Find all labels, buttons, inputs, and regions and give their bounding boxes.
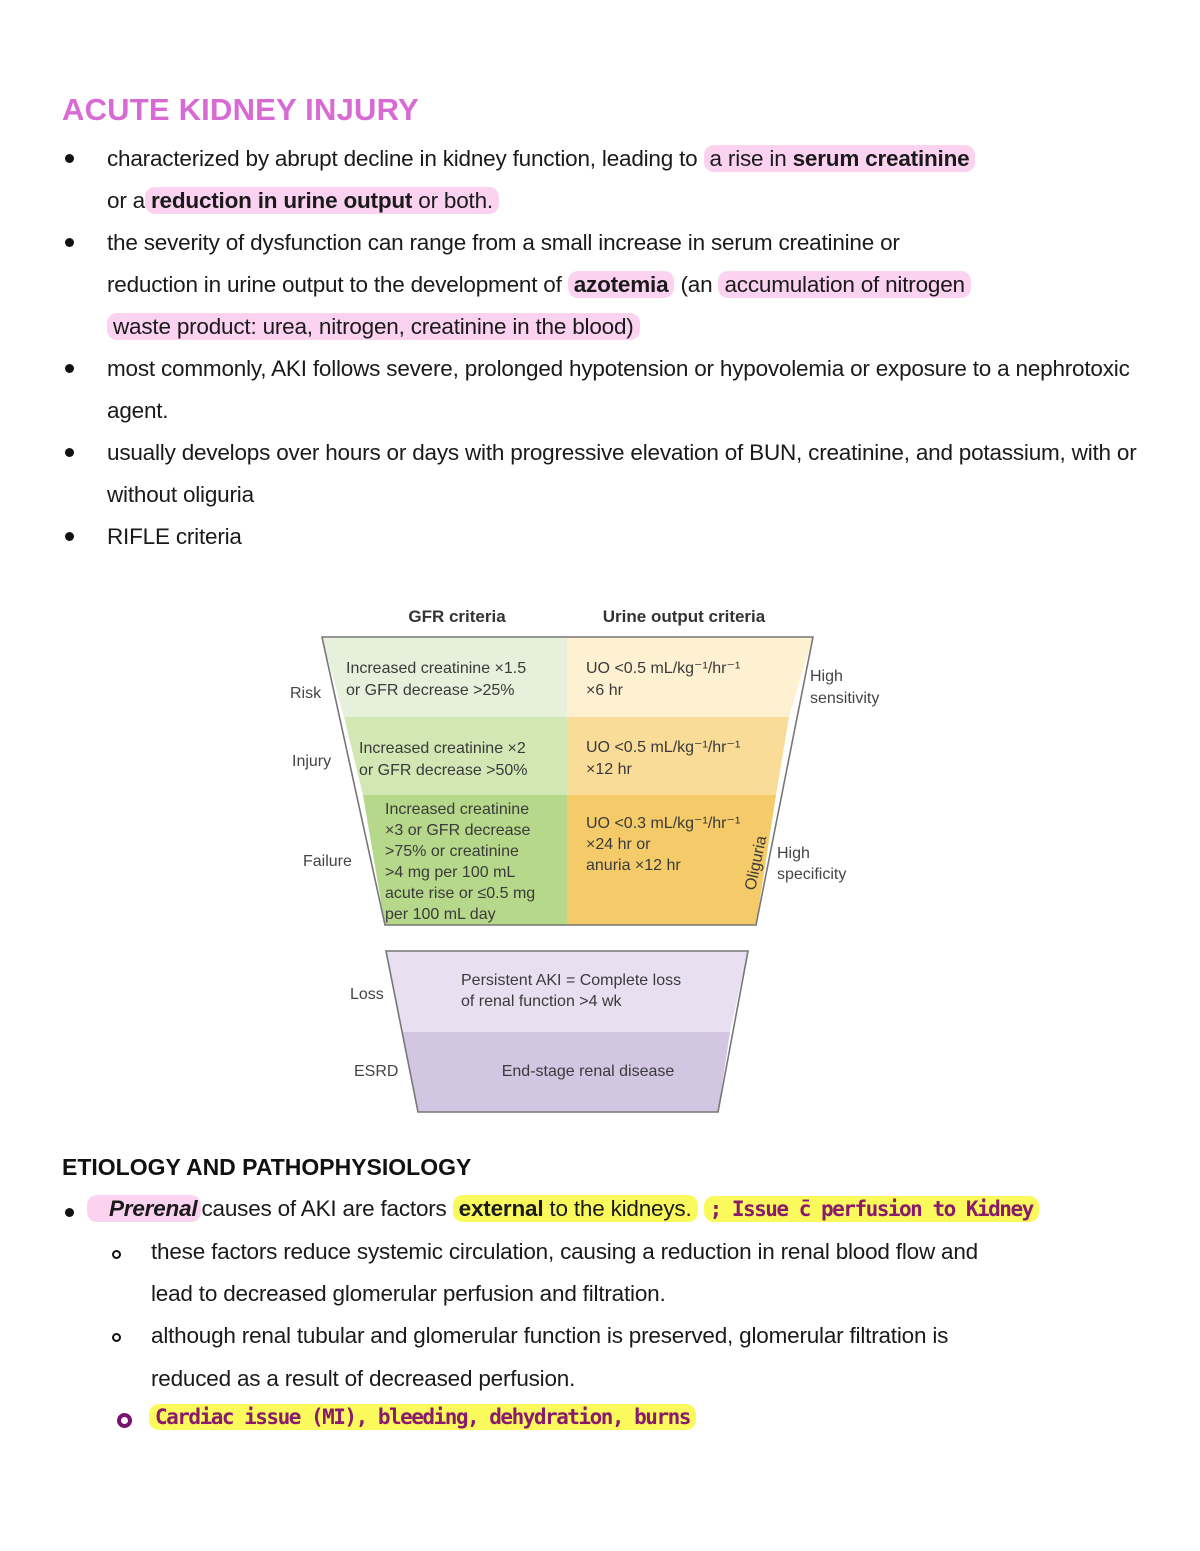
injury-gfr-text: Increased creatinine ×2 or GFR decrease >50%: [359, 740, 528, 779]
list-item: RIFLE criteria: [62, 516, 1162, 558]
esrd-text: End-stage renal disease: [501, 1063, 675, 1080]
bullet-dot: [65, 1208, 74, 1217]
aki-bullet-list: [62, 138, 1162, 558]
sub-bullet-text: these factors reduce systemic circulation, causing a reduction in renal blood flow and: [151, 1239, 979, 1264]
injury-uo-region: [567, 717, 789, 795]
sub-bullet-text: reduced as a result of decreased perfusion.: [151, 1366, 576, 1391]
bullet-text: or a: [107, 188, 145, 213]
header-gfr: GFR criteria: [408, 607, 506, 626]
risk-gfr-region: [322, 637, 567, 717]
bullet-text: causes of AKI are factors: [201, 1196, 447, 1221]
loss-text: Persistent AKI = Complete loss of renal function >4 wk: [461, 972, 682, 1010]
highlight-text: to the kidneys.: [543, 1196, 692, 1221]
list-item: [62, 222, 1162, 348]
highlight: [87, 1195, 201, 1222]
failure-uo-text: UO <0.3 mL/kg⁻¹/hr⁻¹ ×24 hr or anuria ×12 hr: [586, 815, 741, 874]
label-loss: Loss: [350, 986, 384, 1003]
risk-gfr-text: Increased creatinine ×1.5 or GFR decrease >25%: [346, 660, 527, 699]
high-specificity-label: High specificity: [777, 845, 847, 883]
rifle-criteria-diagram: [280, 595, 920, 1125]
sub-bullet-text: although renal tubular and glomerular function is preserved, glomerular filtration is: [151, 1323, 949, 1348]
section-heading: ETIOLOGY AND PATHOPHYSIOLOGY: [62, 1154, 472, 1180]
failure-gfr-text: Increased creatinine ×3 or GFR decrease >75% or creatinine >4 mg per 100 mL acute rise or ≤0.5 mg per 100 mL day: [385, 801, 536, 923]
highlight: [453, 1195, 698, 1222]
bold-term: external: [458, 1196, 544, 1221]
highlight: accumulation of nitrogen: [718, 271, 970, 298]
handwritten-line: [149, 1404, 696, 1430]
bold-term: azotemia: [573, 272, 669, 297]
bold-term: reduction in urine output: [150, 188, 413, 213]
risk-uo-text: UO <0.5 mL/kg⁻¹/hr⁻¹ ×6 hr: [586, 660, 741, 699]
injury-uo-text: UO <0.5 mL/kg⁻¹/hr⁻¹ ×12 hr: [586, 739, 741, 778]
bullet-text: characterized by abrupt decline in kidney function, leading to: [107, 146, 698, 171]
loss-region: [386, 951, 748, 1032]
handwritten-note: ; Issue c̄ perfusion to Kidney: [704, 1196, 1039, 1222]
highlight: waste product: urea, nitrogen, creatinine in the blood): [107, 313, 640, 340]
prerenal-line: [87, 1196, 1039, 1222]
risk-uo-region: [567, 637, 813, 717]
highlight-text: a rise in: [709, 146, 793, 171]
sub-bullet-ring: [112, 1250, 121, 1259]
bullet-text: (an: [680, 272, 713, 297]
header-uo: Urine output criteria: [602, 607, 766, 626]
prerenal-term: Prerenal: [109, 1196, 198, 1221]
list-item: most commonly, AKI follows severe, prolonged hypotension or hypovolemia or exposure to a nephrotoxic agent.: [62, 348, 1162, 432]
bold-term: serum creatinine: [792, 146, 970, 171]
highlight: [568, 271, 675, 298]
page-title: ACUTE KIDNEY INJURY: [62, 92, 419, 127]
sub-bullet-text: lead to decreased glomerular perfusion and filtration.: [151, 1281, 666, 1306]
handwritten-ring-bullet: [117, 1413, 132, 1428]
list-item: usually develops over hours or days with progressive elevation of BUN, creatinine, and potassium, with or without oliguria: [62, 432, 1162, 516]
highlight: [145, 187, 499, 214]
label-failure: Failure: [303, 853, 352, 870]
label-injury: Injury: [292, 753, 332, 770]
high-sensitivity-label: High sensitivity: [810, 668, 880, 707]
bullet-text: reduction in urine output to the development of: [107, 272, 562, 297]
label-risk: Risk: [290, 685, 322, 702]
label-esrd: ESRD: [354, 1063, 399, 1080]
oliguria-label: Oliguria: [742, 834, 771, 892]
highlight: [704, 145, 976, 172]
handwritten-causes: Cardiac issue (MI), bleeding, dehydration, burns: [149, 1404, 696, 1430]
sub-bullet-ring: [112, 1333, 121, 1342]
highlight-text: or both.: [412, 188, 493, 213]
bullet-text: the severity of dysfunction can range from a small increase in serum creatinine or: [107, 230, 900, 255]
list-item: [62, 138, 1162, 222]
